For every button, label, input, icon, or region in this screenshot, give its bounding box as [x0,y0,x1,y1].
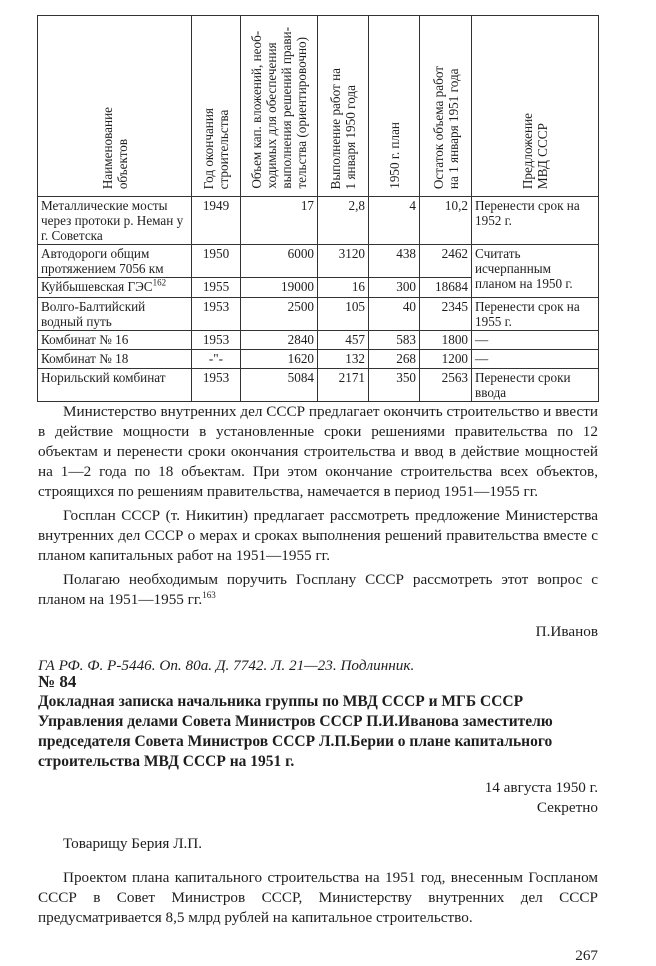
cell-proposal: Считать исчерпанным планом на 1950 г. [472,245,599,298]
paragraph: Министерство внутренних дел СССР предлагает окончить строительство и ввести в действие мощности в установленные сроки решениями правительства по 12 объектам и перенести сроки окончания строительства и ввод в действие мощностей на 1—2 года по 18 объектам. При этом окончание строительства всех объектов, строящихся по решениям правительства, намечается в период 1951—1955 гг. [38,403,598,500]
cell-done: 132 [318,350,369,369]
cell-proposal: Перенести срок на 1952 г. [472,197,599,245]
cell-remaining: 2563 [420,369,472,402]
cell-year: 1949 [192,197,241,245]
cell-done: 3120 [318,245,369,278]
cell-done: 105 [318,298,369,331]
header-investment-volume [241,16,318,197]
cell-done: 457 [318,331,369,350]
paragraph-text: Полагаю необходимым поручить Госплану СССР рассмотреть этот вопрос с планом на 1951—1955 гг. [38,571,598,608]
table-row [38,369,599,402]
header-text: Год окончания строительства [201,107,231,189]
header-object-name [38,16,192,197]
cell-remaining: 18684 [420,278,472,298]
cell-year: 1953 [192,369,241,402]
header-remaining [420,16,472,197]
header-text: Наименование объектов [99,106,130,189]
cell-volume: 6000 [241,245,318,278]
page-number: 267 [575,947,598,964]
cell-name: Норильский комбинат [38,369,192,402]
header-text: Предложение МВД СССР [520,112,550,189]
header-completion-year [192,16,241,197]
archive-source: ГА РФ. Ф. Р-5446. Оп. 80а. Д. 7742. Л. 21—23. Подлинник. [38,657,415,674]
cell-name: Комбинат № 16 [38,331,192,350]
header-1950-plan [369,16,420,197]
header-text: Выполнение работ на 1 января 1950 года [328,67,358,189]
footnote-ref: 163 [202,589,216,600]
cell-plan: 300 [369,278,420,298]
cell-name-text: Куйбышевская ГЭС [41,279,153,294]
table-row [38,197,599,245]
cell-volume: 2500 [241,298,318,331]
signature: П.Иванов [535,623,598,640]
cell-volume: 2840 [241,331,318,350]
table-header-row [38,16,599,197]
capital-construction-table [37,15,599,402]
cell-plan: 40 [369,298,420,331]
header-text: 1950 г. план [386,122,402,189]
header-proposal [472,16,599,197]
header-text: Объем кап. вложений, необ- ходимых для обеспечения выполнения решений прави- тельства (ориентировочно) [249,27,309,189]
document-number: № 84 [38,672,77,691]
footnote-ref: 162 [152,277,167,288]
cell-year: 1953 [192,331,241,350]
cell-name [38,278,192,298]
header-work-done [318,16,369,197]
cell-year: -"- [192,350,241,369]
header-text: Остаток объема работ на 1 января 1951 года [430,65,461,189]
table-row [38,245,599,278]
table-row [38,298,599,331]
cell-plan: 268 [369,350,420,369]
cell-done: 2171 [318,369,369,402]
cell-proposal: — [472,350,599,369]
cell-done: 16 [318,278,369,298]
cell-done: 2,8 [318,197,369,245]
cell-year: 1950 [192,245,241,278]
document-title: Докладная записка начальника группы по МВД СССР и МГБ СССР Управления делами Совета Министров СССР П.И.Иванова заместителю председателя Совета Министров СССР Л.П.Берии о плане капитального строительства МВД СССР на 1951 г. [38,693,553,770]
cell-volume: 5084 [241,369,318,402]
paragraph: Госплан СССР (т. Никитин) предлагает рассмотреть предложение Министерства внутренних дел СССР о мерах и сроках выполнения решений правительства вместе с планом капитальных работ на 1951—1955 гг. [38,507,598,564]
table-row [38,350,599,369]
cell-volume: 19000 [241,278,318,298]
cell-plan: 438 [369,245,420,278]
cell-name: Автодороги общим протяжением 7056 км [38,245,192,278]
cell-proposal: Перенести сроки ввода [472,369,599,402]
paragraph: Проектом плана капитального строительства на 1951 год, внесенным Госпланом СССР в Совет Министров СССР, Министерству внутренних дел СССР предусматривается 8,5 млрд рублей на капитальное строительство. [38,869,598,926]
cell-name: Металлические мосты через протоки р. Неман у г. Советска [38,197,192,245]
document-date: 14 августа 1950 г. [484,779,598,796]
cell-year: 1955 [192,278,241,298]
cell-name: Комбинат № 18 [38,350,192,369]
cell-plan: 583 [369,331,420,350]
addressee: Товарищу Берия Л.П. [63,835,203,852]
cell-name: Волго-Балтийский водный путь [38,298,192,331]
cell-volume: 17 [241,197,318,245]
cell-proposal: Перенести срок на 1955 г. [472,298,599,331]
cell-year: 1953 [192,298,241,331]
cell-plan: 350 [369,369,420,402]
cell-remaining: 1800 [420,331,472,350]
paragraph [38,570,598,610]
cell-remaining: 2345 [420,298,472,331]
table-row [38,331,599,350]
cell-plan: 4 [369,197,420,245]
document-84 [38,672,598,966]
classification: Секретно [536,799,598,816]
cell-remaining: 1200 [420,350,472,369]
document-body [38,402,598,676]
cell-proposal: — [472,331,599,350]
cell-remaining: 10,2 [420,197,472,245]
cell-volume: 1620 [241,350,318,369]
cell-remaining: 2462 [420,245,472,278]
